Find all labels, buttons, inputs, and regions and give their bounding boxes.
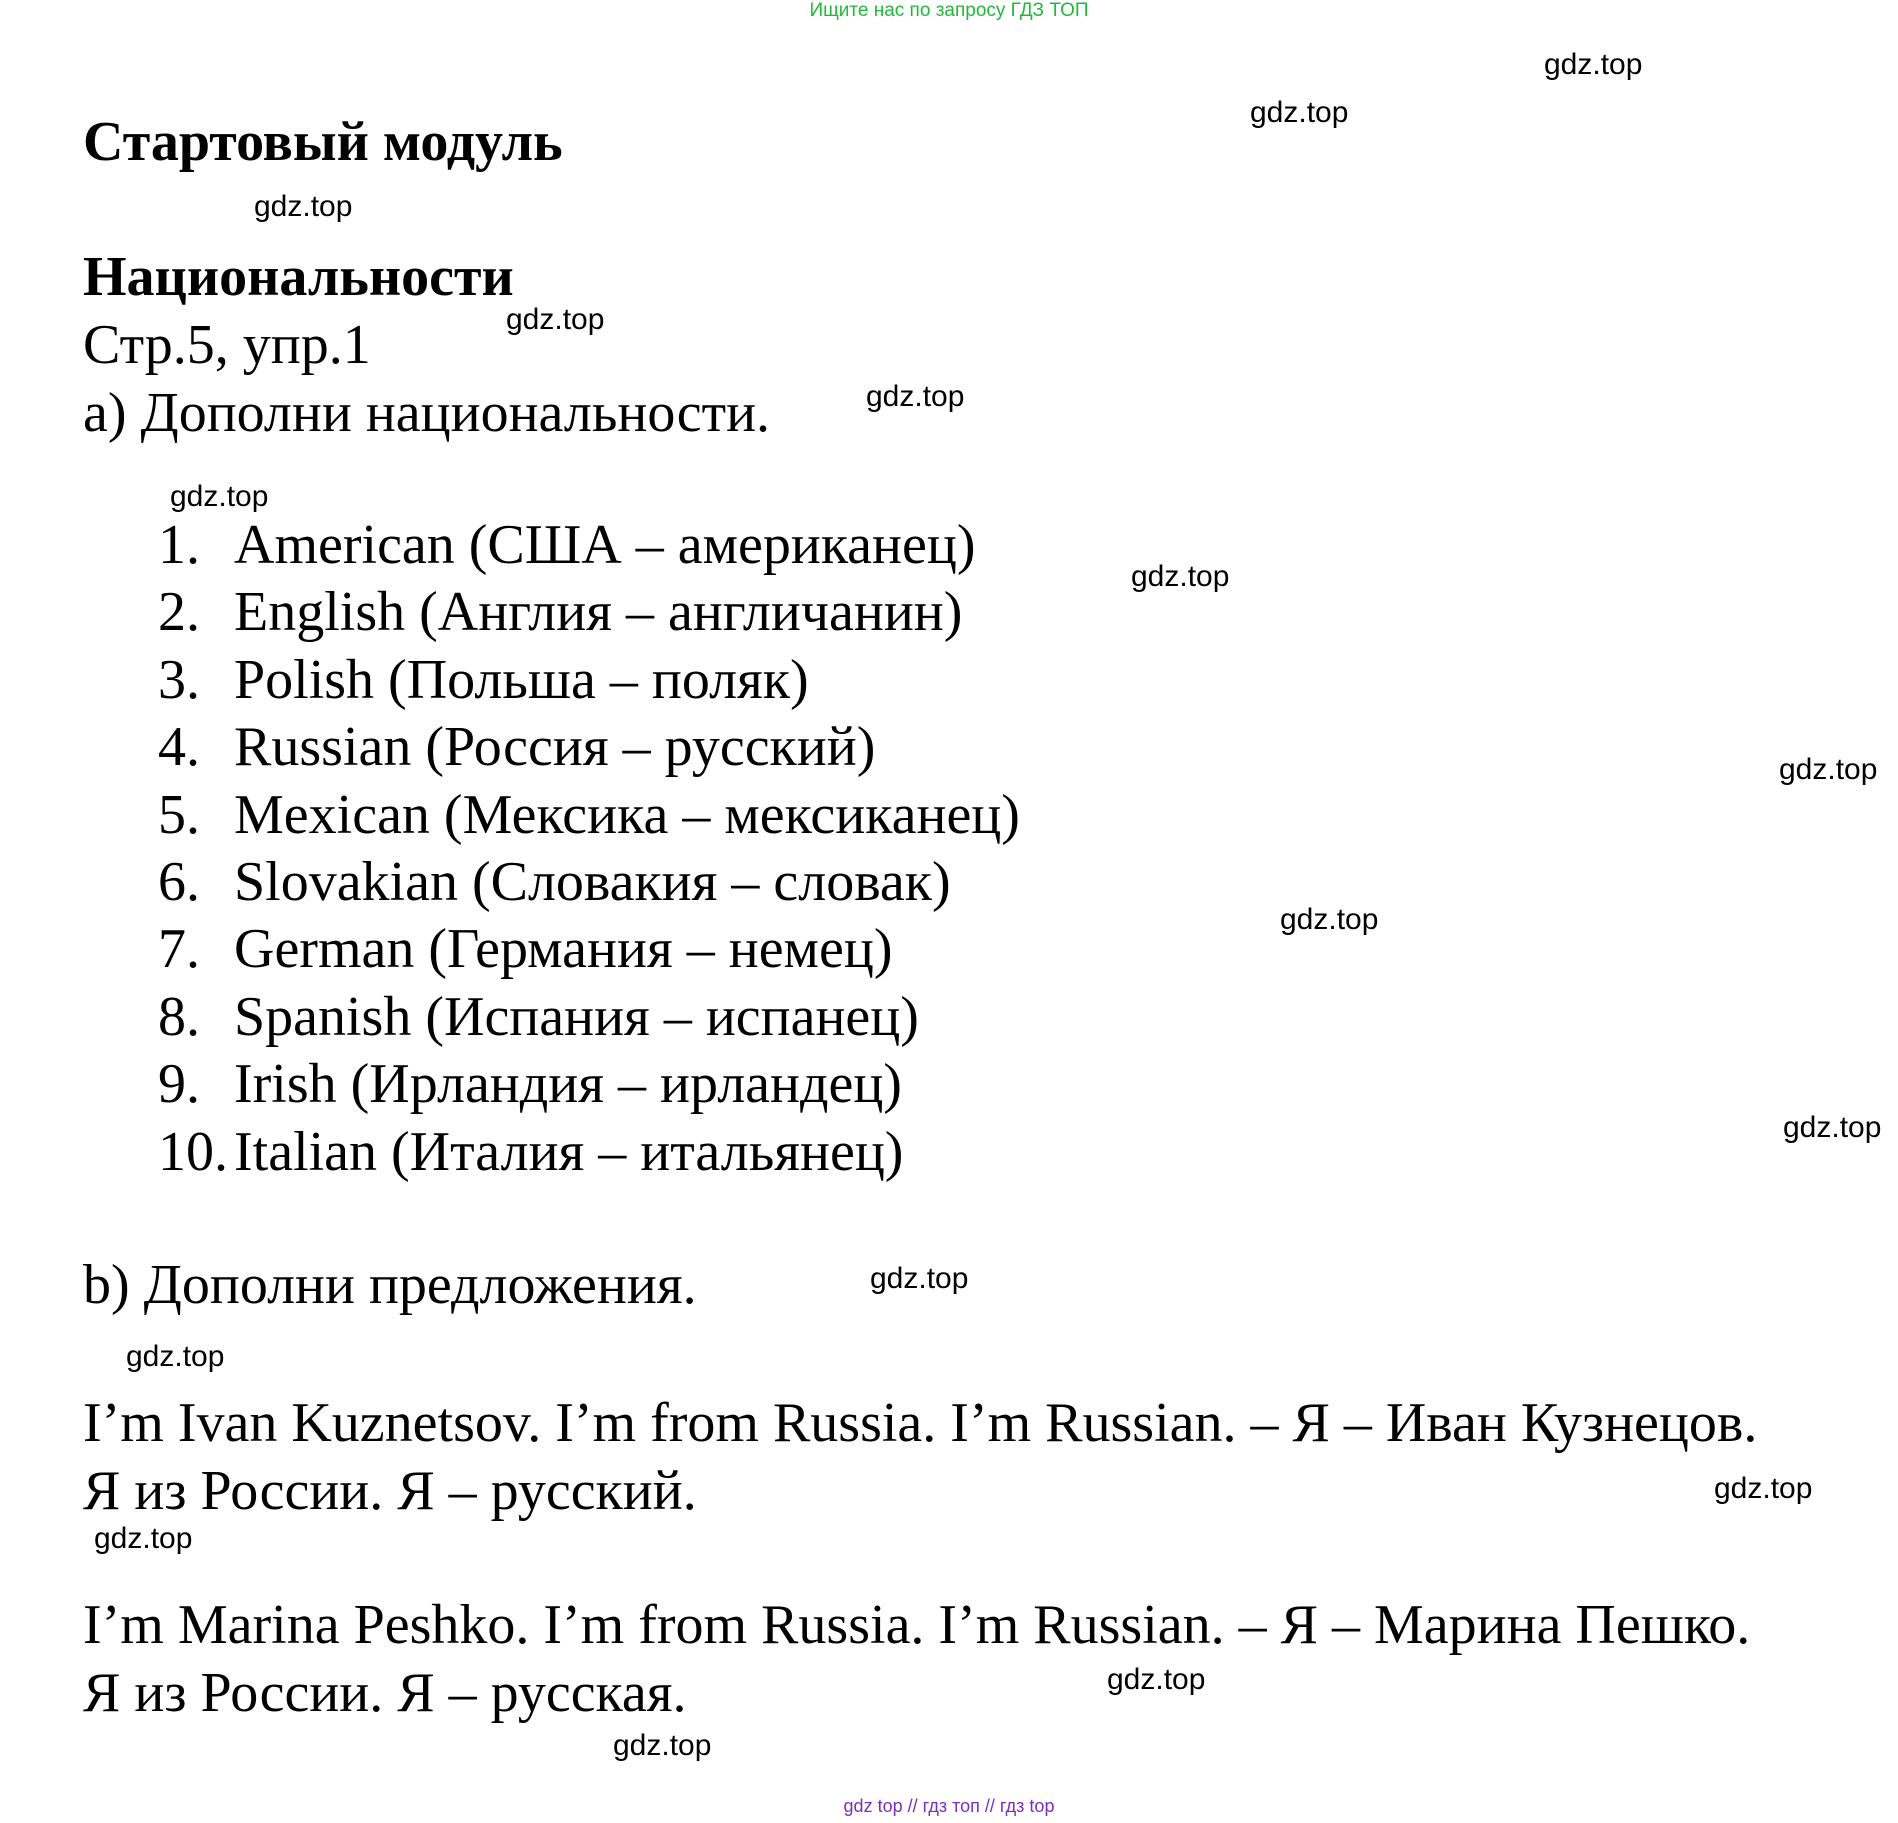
- watermark: gdz.top: [126, 1340, 225, 1373]
- top-banner: Ищите нас по запросу ГДЗ ТОП: [809, 0, 1089, 21]
- watermark: gdz.top: [1783, 1111, 1882, 1144]
- item-text: Irish (Ирландия – ирландец): [234, 1053, 902, 1116]
- list-item: [158, 1051, 1020, 1118]
- watermark: gdz.top: [1131, 560, 1230, 593]
- watermark: gdz.top: [870, 1262, 969, 1295]
- item-number: 6.: [158, 850, 200, 913]
- item-number: 2.: [158, 581, 200, 644]
- section-title: Национальности: [83, 246, 514, 308]
- item-text: Mexican (Мексика – мексиканец): [234, 783, 1020, 846]
- watermark: gdz.top: [170, 480, 269, 513]
- task-b-heading: b) Дополни предложения.: [83, 1254, 697, 1316]
- watermark: gdz.top: [613, 1729, 712, 1762]
- watermark: gdz.top: [1107, 1663, 1206, 1696]
- list-item: [158, 984, 1020, 1051]
- watermark: gdz.top: [1779, 753, 1878, 786]
- item-text: Polish (Польша – поляк): [234, 648, 809, 711]
- item-number: 3.: [158, 648, 200, 711]
- watermark: gdz.top: [254, 190, 353, 223]
- list-item: [158, 1119, 1020, 1186]
- module-title: Стартовый модуль: [83, 111, 563, 173]
- list-item: [158, 782, 1020, 849]
- list-item: [158, 512, 1020, 579]
- item-number: 8.: [158, 985, 200, 1048]
- item-number: 10.: [158, 1120, 228, 1183]
- item-number: 9.: [158, 1053, 200, 1116]
- item-text: Italian (Италия – итальянец): [234, 1120, 904, 1183]
- item-text: German (Германия – немец): [234, 918, 893, 981]
- item-text: Russian (Россия – русский): [234, 716, 876, 779]
- sentence-line: Я из России. Я – русский.: [83, 1460, 697, 1522]
- watermark: gdz.top: [1280, 903, 1379, 936]
- bottom-banner: gdz top // гдз топ // гдз top: [843, 1796, 1055, 1816]
- watermark: gdz.top: [1250, 96, 1349, 129]
- list-item: [158, 916, 1020, 983]
- item-number: 4.: [158, 716, 200, 779]
- item-text: Spanish (Испания – испанец): [234, 985, 919, 1048]
- item-text: English (Англия – англичанин): [234, 581, 963, 644]
- list-item: [158, 849, 1020, 916]
- item-number: 1.: [158, 514, 200, 576]
- item-text: Slovakian (Словакия – словак): [234, 850, 951, 913]
- watermark: gdz.top: [94, 1522, 193, 1555]
- watermark: gdz.top: [1544, 48, 1643, 81]
- item-text: American (США – американец): [234, 514, 976, 576]
- item-number: 5.: [158, 783, 200, 846]
- sentence-line: Я из России. Я – русская.: [83, 1662, 687, 1724]
- list-item: [158, 579, 1020, 646]
- nationalities-list: [158, 512, 1020, 1186]
- watermark: gdz.top: [866, 380, 965, 413]
- list-item: [158, 714, 1020, 781]
- list-item: [158, 647, 1020, 714]
- watermark: gdz.top: [1714, 1472, 1813, 1505]
- sentence-line: I’m Ivan Kuznetsov. I’m from Russia. I’m Russian. – Я – Иван Кузнецов.: [83, 1392, 1758, 1454]
- task-a-heading: a) Дополни национальности.: [83, 382, 771, 444]
- sentence-line: I’m Marina Peshko. I’m from Russia. I’m Russian. – Я – Марина Пешко.: [83, 1594, 1751, 1656]
- watermark: gdz.top: [506, 303, 605, 336]
- page-reference: Стр.5, упр.1: [83, 314, 371, 376]
- item-number: 7.: [158, 918, 200, 981]
